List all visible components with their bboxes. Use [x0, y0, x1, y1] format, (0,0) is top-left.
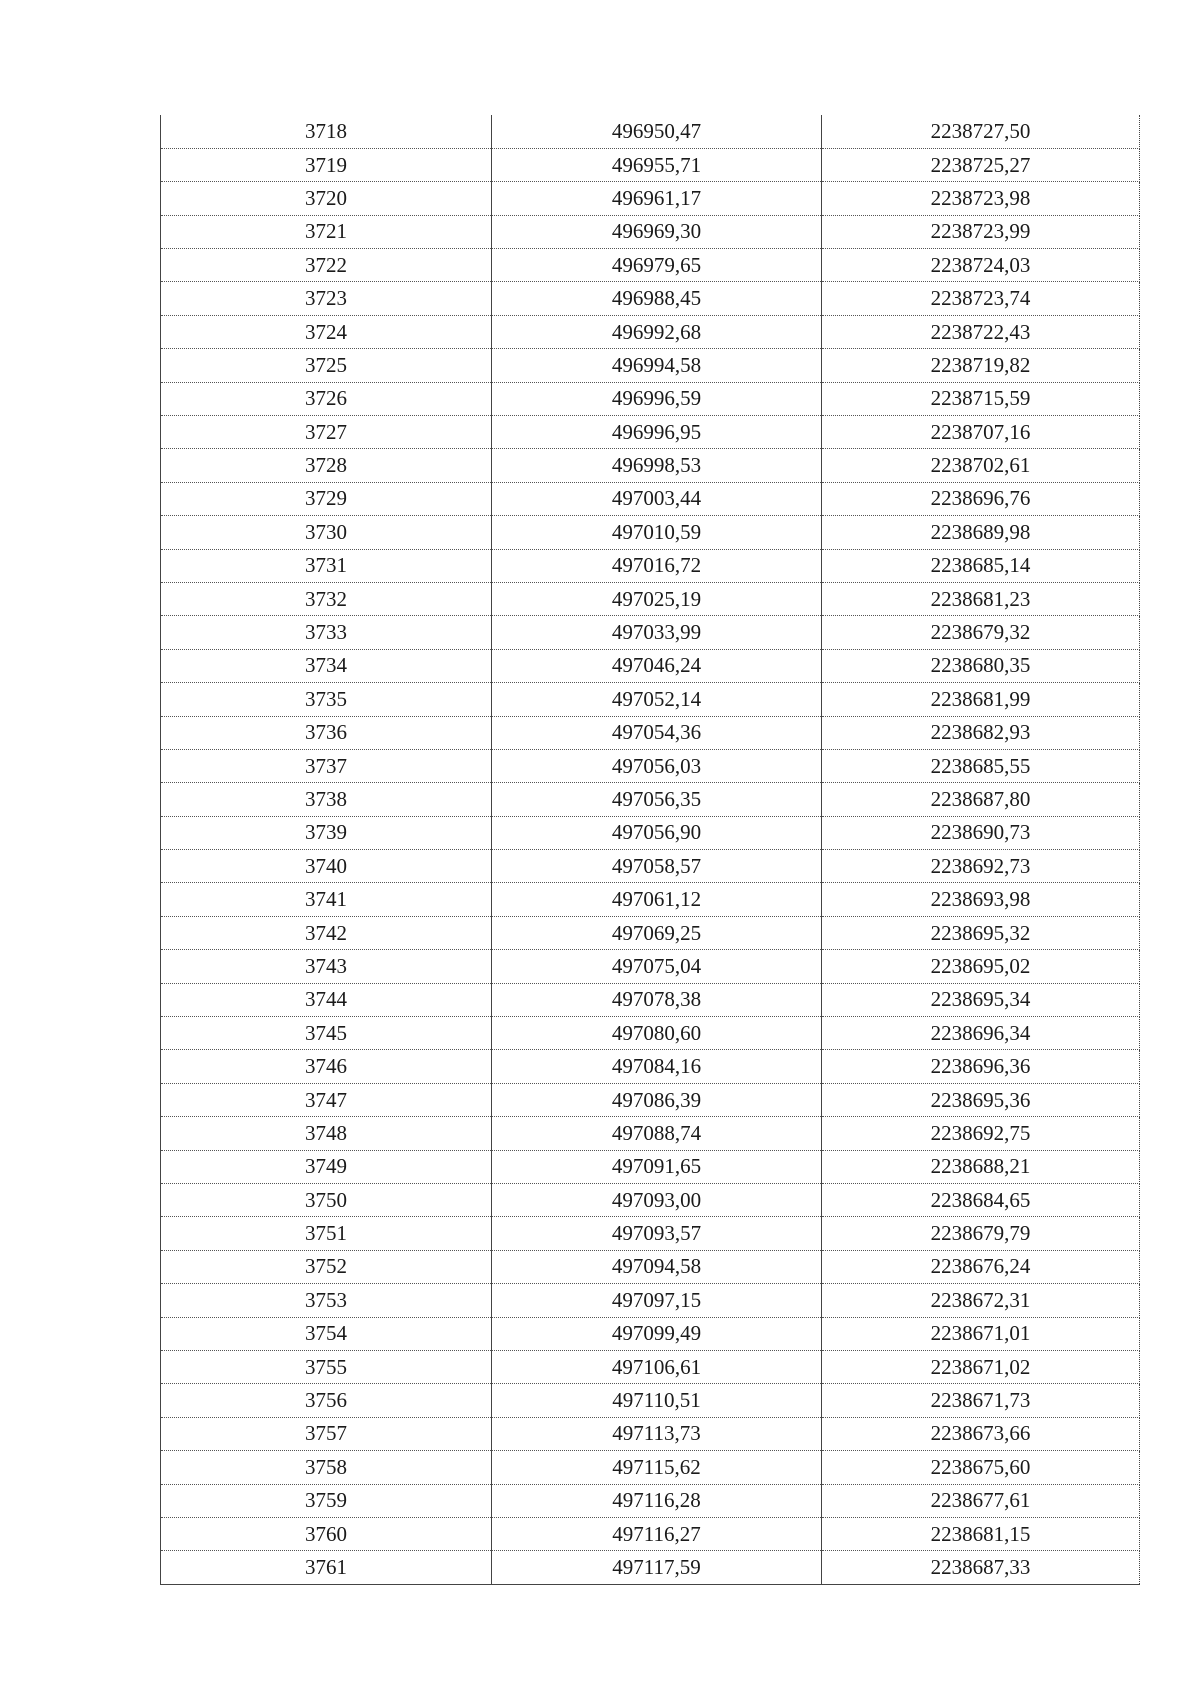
table-row	[161, 1451, 1140, 1484]
y-coordinate-cell: 2238684,65	[822, 1184, 1140, 1217]
point-number-cell: 3722	[161, 249, 492, 282]
table-row	[161, 749, 1140, 782]
y-coordinate-cell: 2238681,15	[822, 1517, 1140, 1550]
y-coordinate-cell: 2238685,14	[822, 549, 1140, 582]
y-coordinate-cell: 2238695,34	[822, 983, 1140, 1016]
table-row	[161, 950, 1140, 983]
x-coordinate-cell: 497033,99	[492, 616, 822, 649]
table-row	[161, 1217, 1140, 1250]
x-coordinate-cell: 497046,24	[492, 649, 822, 682]
x-coordinate-cell: 497061,12	[492, 883, 822, 916]
y-coordinate-cell: 2238688,21	[822, 1150, 1140, 1183]
table-row	[161, 582, 1140, 615]
table-row	[161, 1184, 1140, 1217]
x-coordinate-cell: 497116,28	[492, 1484, 822, 1517]
y-coordinate-cell: 2238676,24	[822, 1250, 1140, 1283]
y-coordinate-cell: 2238695,32	[822, 916, 1140, 949]
table-row	[161, 1050, 1140, 1083]
point-number-cell: 3723	[161, 282, 492, 315]
point-number-cell: 3754	[161, 1317, 492, 1350]
point-number-cell: 3728	[161, 449, 492, 482]
table-row	[161, 883, 1140, 916]
x-coordinate-cell: 497093,00	[492, 1184, 822, 1217]
point-number-cell: 3756	[161, 1384, 492, 1417]
y-coordinate-cell: 2238677,61	[822, 1484, 1140, 1517]
x-coordinate-cell: 496998,53	[492, 449, 822, 482]
table-row	[161, 1384, 1140, 1417]
x-coordinate-cell: 497116,27	[492, 1517, 822, 1550]
x-coordinate-cell: 496988,45	[492, 282, 822, 315]
point-number-cell: 3750	[161, 1184, 492, 1217]
table-row	[161, 549, 1140, 582]
y-coordinate-cell: 2238671,73	[822, 1384, 1140, 1417]
y-coordinate-cell: 2238695,02	[822, 950, 1140, 983]
point-number-cell: 3720	[161, 182, 492, 215]
y-coordinate-cell: 2238696,34	[822, 1017, 1140, 1050]
x-coordinate-cell: 497080,60	[492, 1017, 822, 1050]
x-coordinate-cell: 497099,49	[492, 1317, 822, 1350]
y-coordinate-cell: 2238715,59	[822, 382, 1140, 415]
x-coordinate-cell: 497097,15	[492, 1284, 822, 1317]
y-coordinate-cell: 2238723,99	[822, 215, 1140, 248]
x-coordinate-cell: 497016,72	[492, 549, 822, 582]
point-number-cell: 3721	[161, 215, 492, 248]
y-coordinate-cell: 2238675,60	[822, 1451, 1140, 1484]
table-row	[161, 148, 1140, 181]
y-coordinate-cell: 2238719,82	[822, 349, 1140, 382]
x-coordinate-cell: 497093,57	[492, 1217, 822, 1250]
x-coordinate-cell: 496950,47	[492, 115, 822, 148]
y-coordinate-cell: 2238679,79	[822, 1217, 1140, 1250]
y-coordinate-cell: 2238689,98	[822, 516, 1140, 549]
table-row	[161, 1017, 1140, 1050]
point-number-cell: 3759	[161, 1484, 492, 1517]
table-row	[161, 1350, 1140, 1383]
y-coordinate-cell: 2238702,61	[822, 449, 1140, 482]
x-coordinate-cell: 497056,03	[492, 749, 822, 782]
y-coordinate-cell: 2238680,35	[822, 649, 1140, 682]
table-row	[161, 916, 1140, 949]
table-row	[161, 282, 1140, 315]
table-row	[161, 215, 1140, 248]
table-row	[161, 482, 1140, 515]
point-number-cell: 3740	[161, 850, 492, 883]
x-coordinate-cell: 497110,51	[492, 1384, 822, 1417]
y-coordinate-cell: 2238673,66	[822, 1417, 1140, 1450]
point-number-cell: 3739	[161, 816, 492, 849]
y-coordinate-cell: 2238690,73	[822, 816, 1140, 849]
point-number-cell: 3730	[161, 516, 492, 549]
point-number-cell: 3758	[161, 1451, 492, 1484]
point-number-cell: 3732	[161, 582, 492, 615]
table-row	[161, 683, 1140, 716]
y-coordinate-cell: 2238681,23	[822, 582, 1140, 615]
point-number-cell: 3743	[161, 950, 492, 983]
y-coordinate-cell: 2238671,02	[822, 1350, 1140, 1383]
table-row	[161, 616, 1140, 649]
y-coordinate-cell: 2238707,16	[822, 416, 1140, 449]
table-row	[161, 1317, 1140, 1350]
table-row	[161, 816, 1140, 849]
table-row	[161, 1150, 1140, 1183]
y-coordinate-cell: 2238692,75	[822, 1117, 1140, 1150]
point-number-cell: 3719	[161, 148, 492, 181]
y-coordinate-cell: 2238682,93	[822, 716, 1140, 749]
table-row	[161, 516, 1140, 549]
x-coordinate-cell: 497091,65	[492, 1150, 822, 1183]
point-number-cell: 3757	[161, 1417, 492, 1450]
x-coordinate-cell: 497058,57	[492, 850, 822, 883]
y-coordinate-cell: 2238685,55	[822, 749, 1140, 782]
x-coordinate-cell: 496979,65	[492, 249, 822, 282]
point-number-cell: 3735	[161, 683, 492, 716]
point-number-cell: 3747	[161, 1083, 492, 1116]
y-coordinate-cell: 2238692,73	[822, 850, 1140, 883]
table-row	[161, 382, 1140, 415]
x-coordinate-cell: 497052,14	[492, 683, 822, 716]
table-row	[161, 449, 1140, 482]
x-coordinate-cell: 497117,59	[492, 1551, 822, 1584]
y-coordinate-cell: 2238695,36	[822, 1083, 1140, 1116]
x-coordinate-cell: 497056,90	[492, 816, 822, 849]
table-row	[161, 1083, 1140, 1116]
y-coordinate-cell: 2238725,27	[822, 148, 1140, 181]
x-coordinate-cell: 497003,44	[492, 482, 822, 515]
x-coordinate-cell: 497078,38	[492, 983, 822, 1016]
point-number-cell: 3731	[161, 549, 492, 582]
point-number-cell: 3727	[161, 416, 492, 449]
table-row	[161, 1517, 1140, 1550]
table-row	[161, 249, 1140, 282]
point-number-cell: 3748	[161, 1117, 492, 1150]
x-coordinate-cell: 497069,25	[492, 916, 822, 949]
x-coordinate-cell: 497075,04	[492, 950, 822, 983]
x-coordinate-cell: 496996,95	[492, 416, 822, 449]
point-number-cell: 3738	[161, 783, 492, 816]
point-number-cell: 3734	[161, 649, 492, 682]
coordinates-table-body	[161, 115, 1140, 1584]
point-number-cell: 3725	[161, 349, 492, 382]
x-coordinate-cell: 497010,59	[492, 516, 822, 549]
point-number-cell: 3718	[161, 115, 492, 148]
table-row	[161, 983, 1140, 1016]
table-row	[161, 716, 1140, 749]
point-number-cell: 3742	[161, 916, 492, 949]
point-number-cell: 3726	[161, 382, 492, 415]
table-row	[161, 349, 1140, 382]
y-coordinate-cell: 2238696,76	[822, 482, 1140, 515]
y-coordinate-cell: 2238672,31	[822, 1284, 1140, 1317]
x-coordinate-cell: 497054,36	[492, 716, 822, 749]
y-coordinate-cell: 2238687,33	[822, 1551, 1140, 1584]
y-coordinate-cell: 2238679,32	[822, 616, 1140, 649]
table-row	[161, 1284, 1140, 1317]
x-coordinate-cell: 496996,59	[492, 382, 822, 415]
x-coordinate-cell: 496992,68	[492, 315, 822, 348]
y-coordinate-cell: 2238693,98	[822, 883, 1140, 916]
table-row	[161, 1250, 1140, 1283]
point-number-cell: 3746	[161, 1050, 492, 1083]
x-coordinate-cell: 497084,16	[492, 1050, 822, 1083]
point-number-cell: 3741	[161, 883, 492, 916]
x-coordinate-cell: 497088,74	[492, 1117, 822, 1150]
coordinates-table	[160, 115, 1140, 1585]
point-number-cell: 3745	[161, 1017, 492, 1050]
x-coordinate-cell: 496994,58	[492, 349, 822, 382]
y-coordinate-cell: 2238671,01	[822, 1317, 1140, 1350]
x-coordinate-cell: 497094,58	[492, 1250, 822, 1283]
point-number-cell: 3761	[161, 1551, 492, 1584]
x-coordinate-cell: 497115,62	[492, 1451, 822, 1484]
y-coordinate-cell: 2238722,43	[822, 315, 1140, 348]
y-coordinate-cell: 2238687,80	[822, 783, 1140, 816]
x-coordinate-cell: 497056,35	[492, 783, 822, 816]
x-coordinate-cell: 496969,30	[492, 215, 822, 248]
x-coordinate-cell: 497106,61	[492, 1350, 822, 1383]
x-coordinate-cell: 497086,39	[492, 1083, 822, 1116]
x-coordinate-cell: 497025,19	[492, 582, 822, 615]
point-number-cell: 3751	[161, 1217, 492, 1250]
point-number-cell: 3752	[161, 1250, 492, 1283]
point-number-cell: 3753	[161, 1284, 492, 1317]
point-number-cell: 3736	[161, 716, 492, 749]
y-coordinate-cell: 2238696,36	[822, 1050, 1140, 1083]
y-coordinate-cell: 2238723,74	[822, 282, 1140, 315]
table-row	[161, 182, 1140, 215]
x-coordinate-cell: 496955,71	[492, 148, 822, 181]
table-row	[161, 783, 1140, 816]
table-row	[161, 1417, 1140, 1450]
point-number-cell: 3760	[161, 1517, 492, 1550]
table-row	[161, 1484, 1140, 1517]
point-number-cell: 3737	[161, 749, 492, 782]
y-coordinate-cell: 2238681,99	[822, 683, 1140, 716]
y-coordinate-cell: 2238727,50	[822, 115, 1140, 148]
x-coordinate-cell: 496961,17	[492, 182, 822, 215]
table-row	[161, 1551, 1140, 1584]
y-coordinate-cell: 2238723,98	[822, 182, 1140, 215]
table-row	[161, 1117, 1140, 1150]
point-number-cell: 3729	[161, 482, 492, 515]
point-number-cell: 3744	[161, 983, 492, 1016]
y-coordinate-cell: 2238724,03	[822, 249, 1140, 282]
point-number-cell: 3755	[161, 1350, 492, 1383]
table-row	[161, 315, 1140, 348]
table-row	[161, 416, 1140, 449]
table-row	[161, 850, 1140, 883]
table-row	[161, 649, 1140, 682]
table-row	[161, 115, 1140, 148]
point-number-cell: 3733	[161, 616, 492, 649]
point-number-cell: 3724	[161, 315, 492, 348]
x-coordinate-cell: 497113,73	[492, 1417, 822, 1450]
point-number-cell: 3749	[161, 1150, 492, 1183]
